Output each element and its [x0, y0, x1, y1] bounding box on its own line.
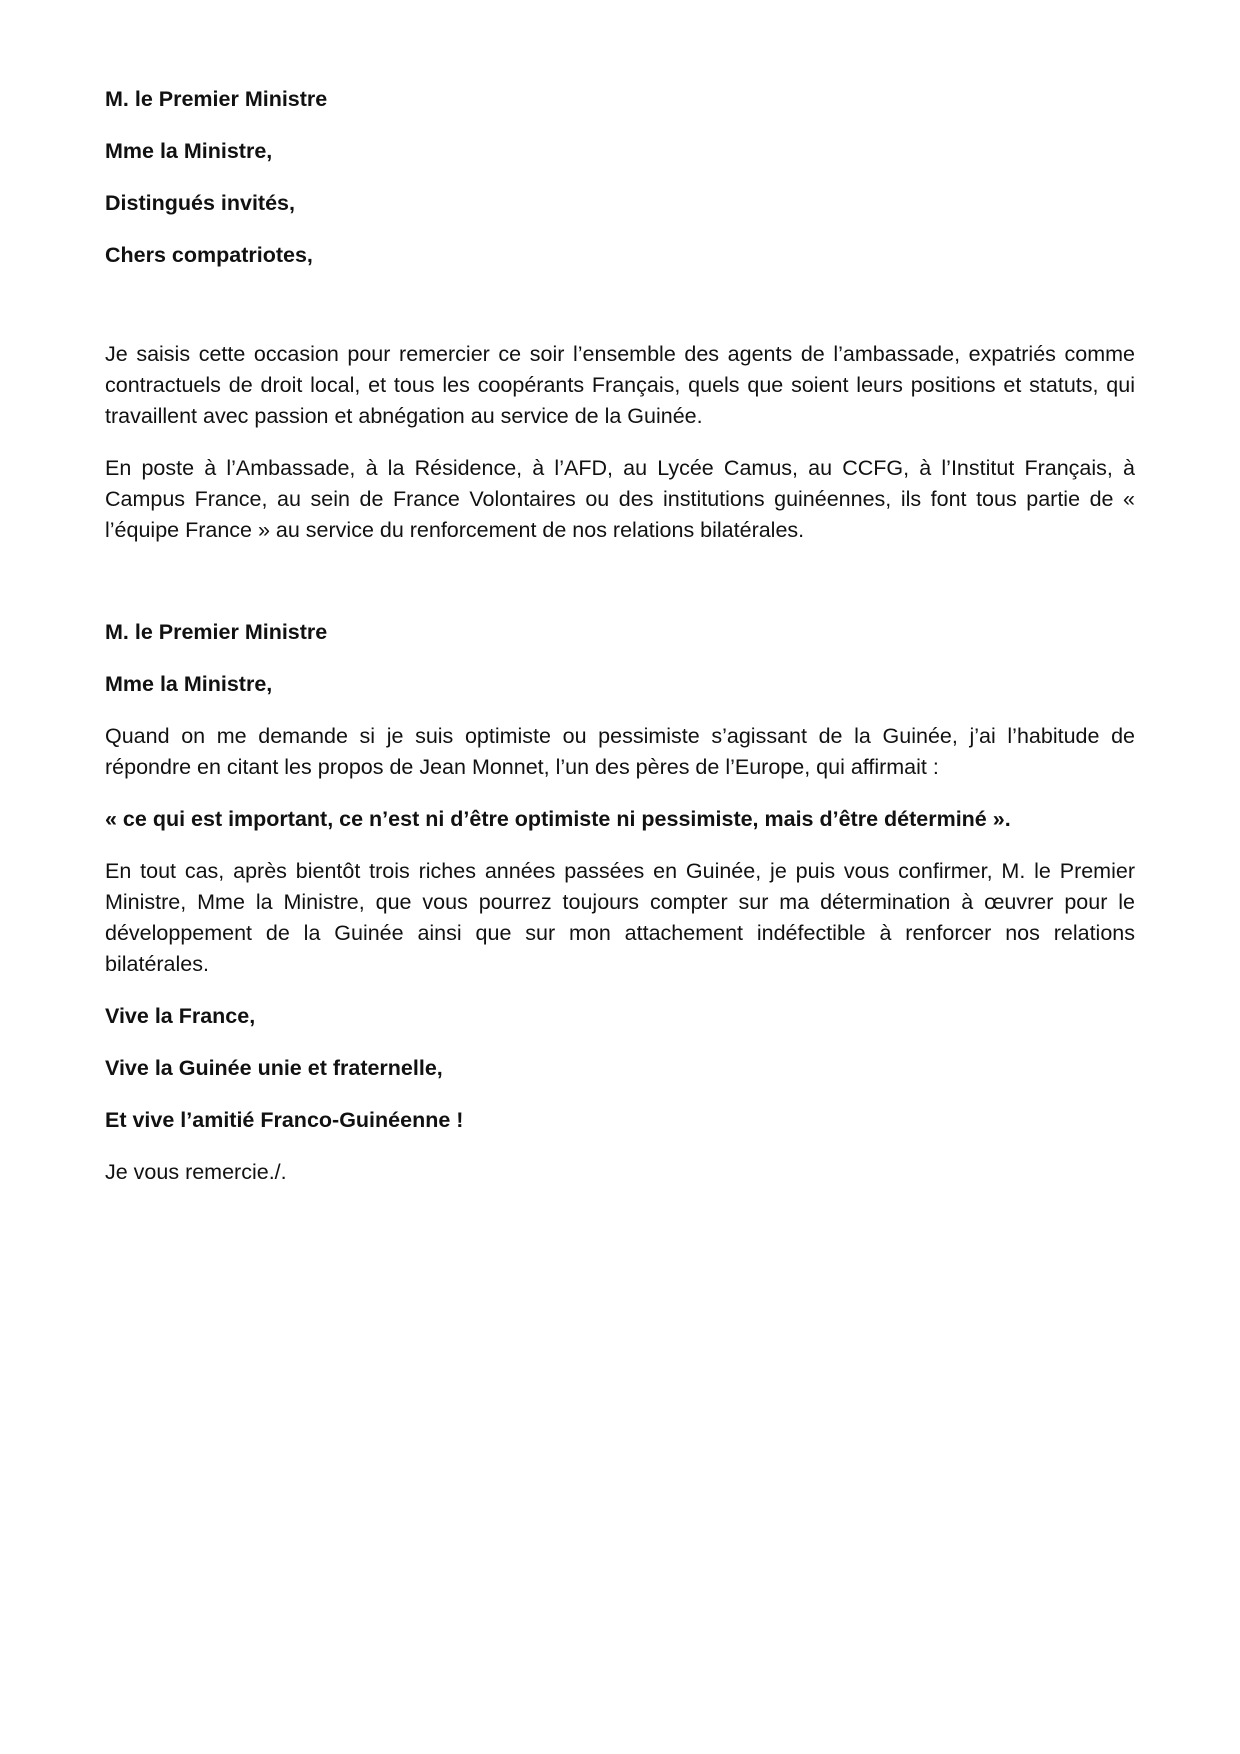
paragraph-thanks: Je saisis cette occasion pour remercier ce soir l’ensemble des agents de l’ambassade, expatriés comme contractuels de droit local, et tous les coopérants Français, quels que soient leurs positions et statuts, qui travaillent avec passion et abnégation au service de la Guinée.: [105, 342, 1135, 428]
closing-amitie: Et vive l’amitié Franco-Guinéenne !: [105, 1108, 464, 1132]
paragraph-determination: En tout cas, après bientôt trois riches années passées en Guinée, je puis vous confirmer, M. le Premier Ministre, Mme la Ministre, que vous pourrez toujours compter sur ma détermination à œuvrer pour le développement de la Guinée ainsi que sur mon attachement indéfectible à renforcer nos relations bilatérales.: [105, 859, 1135, 976]
sign-off: Je vous remercie./.: [105, 1160, 287, 1184]
closing-vive-la-france: Vive la France,: [105, 1004, 256, 1028]
section-gap: [105, 567, 1135, 617]
section-gap: [105, 292, 1135, 339]
document-page: [105, 84, 1135, 1209]
salutation-guests: Distingués invités,: [105, 191, 295, 215]
salutation-prime-minister: M. le Premier Ministre: [105, 87, 328, 111]
closing-vive-la-guinee: Vive la Guinée unie et fraternelle,: [105, 1056, 443, 1080]
quote-jean-monnet: « ce qui est important, ce n’est ni d’être optimiste ni pessimiste, mais d’être déterminé ».: [105, 807, 1011, 831]
salutation-minister-2: Mme la Ministre,: [105, 672, 273, 696]
salutation-prime-minister-2: M. le Premier Ministre: [105, 620, 328, 644]
salutation-minister: Mme la Ministre,: [105, 139, 273, 163]
paragraph-optimism: Quand on me demande si je suis optimiste ou pessimiste s’agissant de la Guinée, j’ai l’habitude de répondre en citant les propos de Jean Monnet, l’un des pères de l’Europe, qui affirmait :: [105, 724, 1135, 779]
paragraph-equipe-france: En poste à l’Ambassade, à la Résidence, à l’AFD, au Lycée Camus, au CCFG, à l’Institut Français, à Campus France, au sein de France Volontaires ou des institutions guinéennes, ils font tous partie de « l’équipe France » au service du renforcement de nos relations bilatérales.: [105, 456, 1135, 542]
salutation-compatriots: Chers compatriotes,: [105, 243, 313, 267]
